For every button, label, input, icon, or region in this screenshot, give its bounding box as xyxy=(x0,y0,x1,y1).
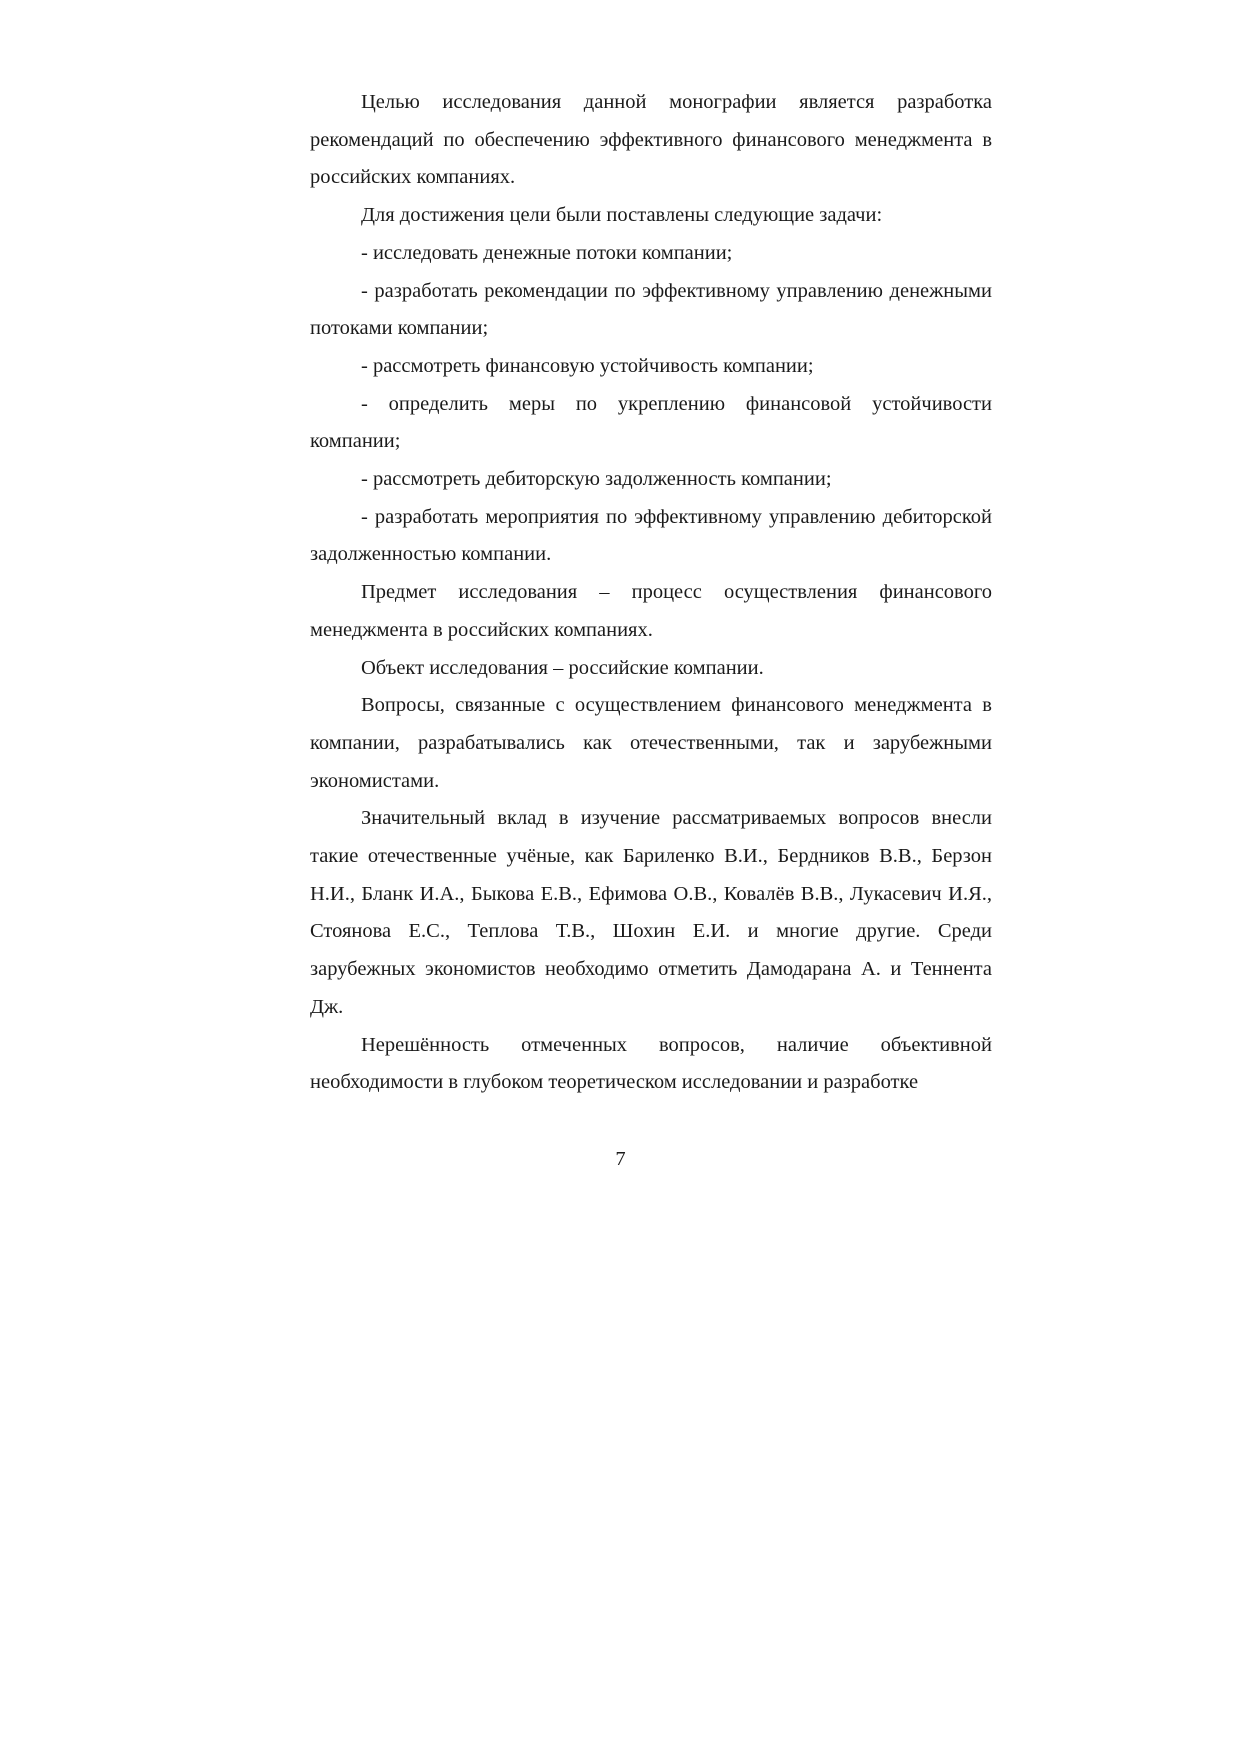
paragraph-tasks-intro: Для достижения цели были поставлены следующие задачи: xyxy=(361,204,883,227)
paragraph-research-goal: Целью исследования данной монографии является разработка рекомендаций по обеспечению эффективного финансового менеджмента в российских компаниях. xyxy=(310,91,992,189)
paragraph-research-object: Объект исследования – российские компании. xyxy=(361,656,764,679)
paragraph-questions: Вопросы, связанные с осуществлением финансового менеджмента в компании, разрабатывались как отечественными, так и зарубежными экономистами. xyxy=(310,694,992,792)
list-item-task-1: - исследовать денежные потоки компании; xyxy=(361,241,733,264)
paragraph-research-subject: Предмет исследования – процесс осуществления финансового менеджмента в российских компаниях. xyxy=(310,581,992,641)
list-item-task-4: - определить меры по укреплению финансовой устойчивости компании; xyxy=(310,392,992,453)
list-item-task-5: - рассмотреть дебиторскую задолженность компании; xyxy=(361,468,832,491)
list-item-task-2: - разработать рекомендации по эффективному управлению денежными потоками компании; xyxy=(310,279,992,340)
paragraph-unresolved: Нерешённость отмеченных вопросов, наличие объективной необходимости в глубоком теоретическом исследовании и разработке xyxy=(310,1033,992,1094)
page-number: 7 xyxy=(615,1148,626,1170)
list-item-task-6: - разработать мероприятия по эффективному управлению дебиторской задолженностью компании. xyxy=(310,505,992,566)
body-text xyxy=(310,84,992,1102)
paragraph-scholars: Значительный вклад в изучение рассматриваемых вопросов внесли такие отечественные учёные, как Бариленко В.И., Бердников В.В., Берзон Н.И., Бланк И.А., Быкова Е.В., Ефимова О.В., Ковалёв В.В., Лукасевич И.Я., Стоянова Е.С., Теплова Т.В., Шохин Е.И. и многие другие. Среди зарубежных экономистов необходимо отметить Дамодарана А. и Теннента Дж. xyxy=(310,807,992,1018)
list-item-task-3: - рассмотреть финансовую устойчивость компании; xyxy=(361,354,814,377)
